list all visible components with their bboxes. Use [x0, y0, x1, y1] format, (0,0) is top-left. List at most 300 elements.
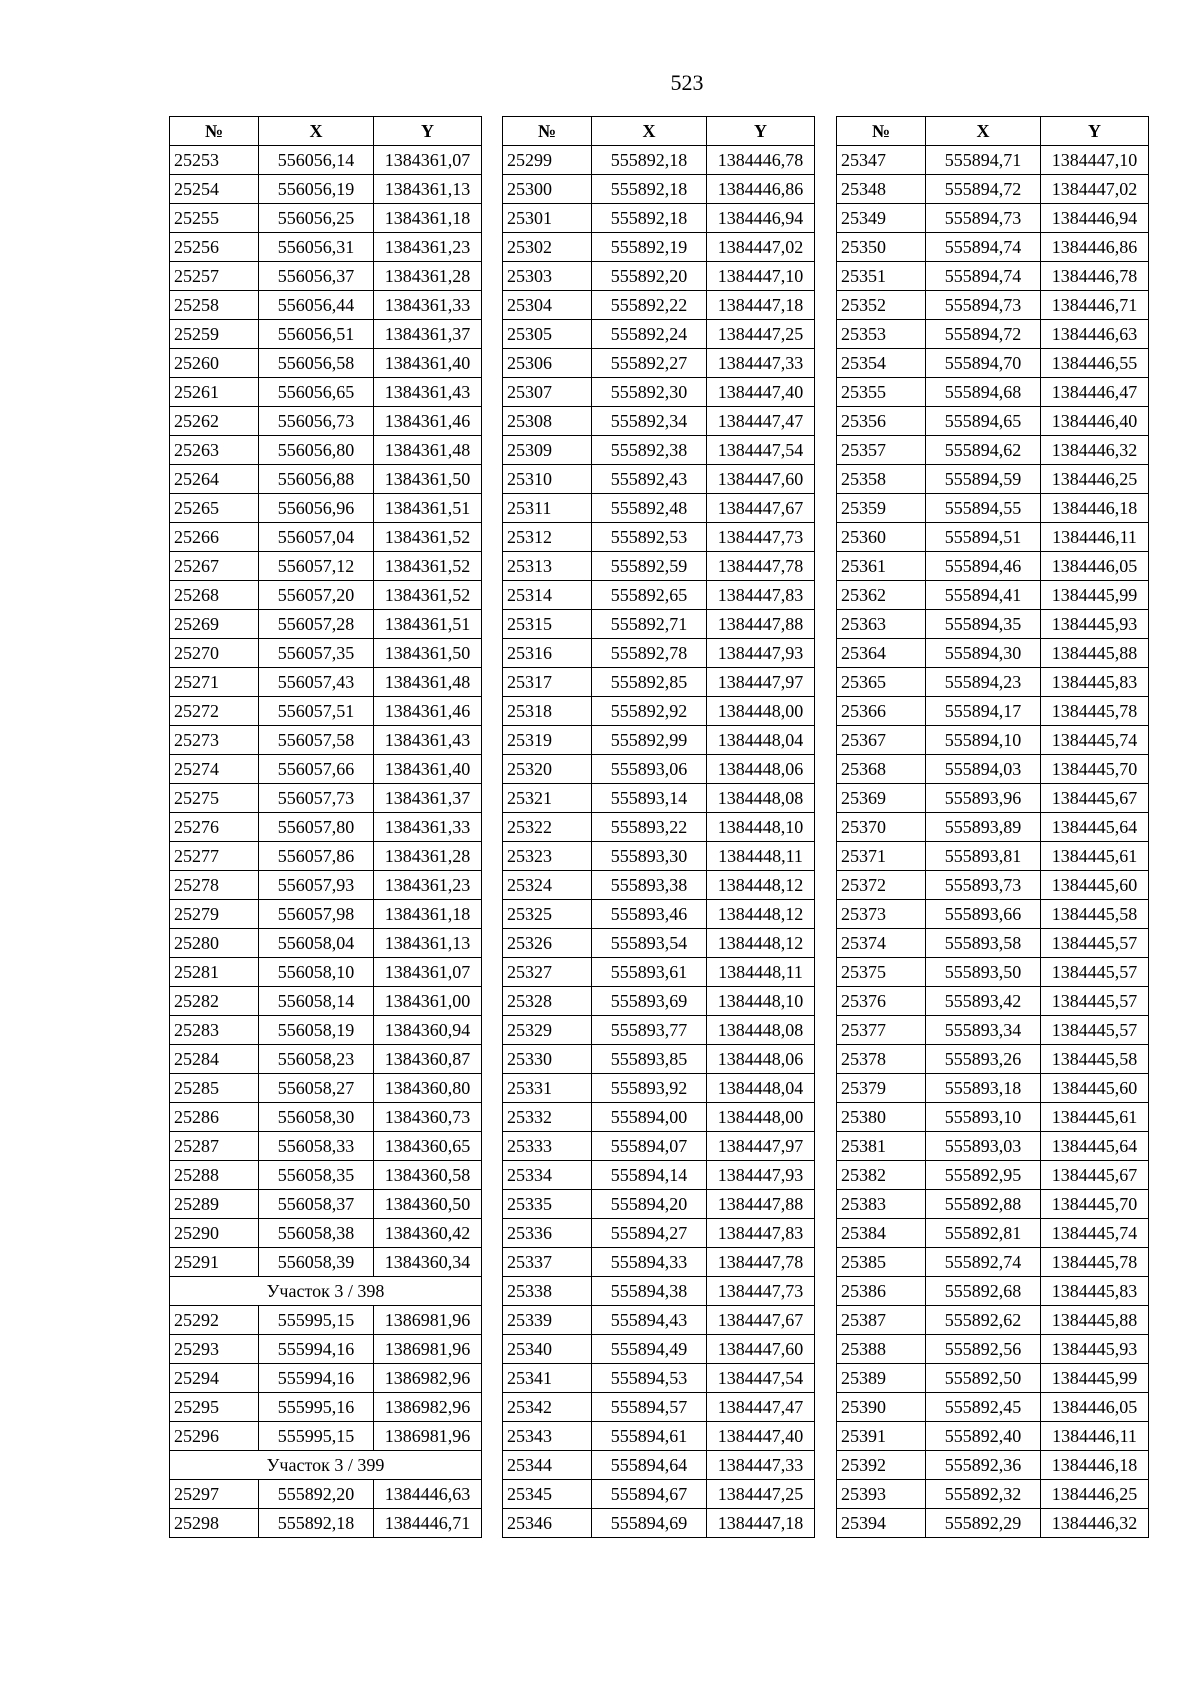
point-number: 25331: [503, 1074, 592, 1103]
y-coordinate: 1384360,80: [374, 1074, 482, 1103]
point-number: 25311: [503, 494, 592, 523]
y-coordinate: 1384448,06: [707, 755, 815, 784]
point-number: 25389: [837, 1364, 926, 1393]
table-row: [837, 784, 1149, 813]
x-coordinate: 556056,51: [259, 320, 374, 349]
coordinates-table-2: [502, 116, 815, 1538]
x-coordinate: 556058,38: [259, 1219, 374, 1248]
y-coordinate: 1384447,54: [707, 436, 815, 465]
header-num: №: [170, 117, 259, 146]
point-number: 25268: [170, 581, 259, 610]
y-coordinate: 1384447,97: [707, 668, 815, 697]
table-row: [837, 1451, 1149, 1480]
table-row: [837, 1335, 1149, 1364]
y-coordinate: 1384446,63: [374, 1480, 482, 1509]
point-number: 25332: [503, 1103, 592, 1132]
table-row: [503, 958, 815, 987]
x-coordinate: 555893,06: [592, 755, 707, 784]
y-coordinate: 1384445,83: [1041, 668, 1149, 697]
x-coordinate: 555892,50: [926, 1364, 1041, 1393]
x-coordinate: 555892,38: [592, 436, 707, 465]
y-coordinate: 1384445,64: [1041, 813, 1149, 842]
point-number: 25308: [503, 407, 592, 436]
point-number: 25260: [170, 349, 259, 378]
point-number: 25347: [837, 146, 926, 175]
y-coordinate: 1384445,64: [1041, 1132, 1149, 1161]
point-number: 25378: [837, 1045, 926, 1074]
y-coordinate: 1384447,02: [707, 233, 815, 262]
point-number: 25377: [837, 1016, 926, 1045]
table-row: [170, 1248, 482, 1277]
table-row: [170, 1103, 482, 1132]
point-number: 25261: [170, 378, 259, 407]
y-coordinate: 1384448,04: [707, 1074, 815, 1103]
x-coordinate: 555893,46: [592, 900, 707, 929]
y-coordinate: 1384360,58: [374, 1161, 482, 1190]
y-coordinate: 1386982,96: [374, 1364, 482, 1393]
x-coordinate: 556058,23: [259, 1045, 374, 1074]
point-number: 25301: [503, 204, 592, 233]
point-number: 25357: [837, 436, 926, 465]
point-number: 25338: [503, 1277, 592, 1306]
y-coordinate: 1384447,40: [707, 1422, 815, 1451]
x-coordinate: 555893,10: [926, 1103, 1041, 1132]
table-row: [503, 465, 815, 494]
x-coordinate: 555893,22: [592, 813, 707, 842]
y-coordinate: 1384445,58: [1041, 1045, 1149, 1074]
table-row: [170, 987, 482, 1016]
table-row: [170, 668, 482, 697]
x-coordinate: 555894,03: [926, 755, 1041, 784]
table-row: [503, 1074, 815, 1103]
point-number: 25313: [503, 552, 592, 581]
point-number: 25302: [503, 233, 592, 262]
y-coordinate: 1384447,02: [1041, 175, 1149, 204]
point-number: 25286: [170, 1103, 259, 1132]
table-row: [170, 581, 482, 610]
table-row: [503, 987, 815, 1016]
y-coordinate: 1384361,43: [374, 378, 482, 407]
y-coordinate: 1384446,18: [1041, 494, 1149, 523]
y-coordinate: 1384361,18: [374, 204, 482, 233]
table-row: [503, 1335, 815, 1364]
y-coordinate: 1384445,57: [1041, 987, 1149, 1016]
table-row: [837, 436, 1149, 465]
table-row: [837, 1045, 1149, 1074]
point-number: 25346: [503, 1509, 592, 1538]
point-number: 25259: [170, 320, 259, 349]
x-coordinate: 555893,61: [592, 958, 707, 987]
x-coordinate: 555894,51: [926, 523, 1041, 552]
x-coordinate: 555894,33: [592, 1248, 707, 1277]
x-coordinate: 555893,73: [926, 871, 1041, 900]
table-row: [170, 697, 482, 726]
x-coordinate: 555892,34: [592, 407, 707, 436]
point-number: 25269: [170, 610, 259, 639]
y-coordinate: 1384446,71: [1041, 291, 1149, 320]
y-coordinate: 1384361,46: [374, 407, 482, 436]
point-number: 25386: [837, 1277, 926, 1306]
x-coordinate: 555892,32: [926, 1480, 1041, 1509]
table-row: [170, 1480, 482, 1509]
x-coordinate: 556056,65: [259, 378, 374, 407]
point-number: 25354: [837, 349, 926, 378]
point-number: 25283: [170, 1016, 259, 1045]
page-number: 523: [670, 70, 704, 95]
x-coordinate: 555893,69: [592, 987, 707, 1016]
x-coordinate: 555892,65: [592, 581, 707, 610]
point-number: 25366: [837, 697, 926, 726]
x-coordinate: 555893,50: [926, 958, 1041, 987]
y-coordinate: 1384446,05: [1041, 1393, 1149, 1422]
x-coordinate: 556056,14: [259, 146, 374, 175]
point-number: 25281: [170, 958, 259, 987]
y-coordinate: 1384445,88: [1041, 639, 1149, 668]
y-coordinate: 1384448,00: [707, 1103, 815, 1132]
y-coordinate: 1384445,70: [1041, 755, 1149, 784]
point-number: 25288: [170, 1161, 259, 1190]
x-coordinate: 555892,78: [592, 639, 707, 668]
y-coordinate: 1384447,18: [707, 291, 815, 320]
point-number: 25393: [837, 1480, 926, 1509]
table-row: [837, 813, 1149, 842]
x-coordinate: 555892,56: [926, 1335, 1041, 1364]
table-row: [503, 1451, 815, 1480]
y-coordinate: 1384446,25: [1041, 465, 1149, 494]
point-number: 25290: [170, 1219, 259, 1248]
point-number: 25263: [170, 436, 259, 465]
table-row: [503, 349, 815, 378]
point-number: 25309: [503, 436, 592, 465]
x-coordinate: 555892,48: [592, 494, 707, 523]
y-coordinate: 1384446,32: [1041, 1509, 1149, 1538]
x-coordinate: 555892,81: [926, 1219, 1041, 1248]
table-row: [837, 1219, 1149, 1248]
y-coordinate: 1384360,34: [374, 1248, 482, 1277]
table-row: [503, 436, 815, 465]
x-coordinate: 555894,41: [926, 581, 1041, 610]
table-row: [170, 494, 482, 523]
table-row: [503, 494, 815, 523]
point-number: 25297: [170, 1480, 259, 1509]
table-row: [503, 900, 815, 929]
point-number: 25300: [503, 175, 592, 204]
x-coordinate: 555893,26: [926, 1045, 1041, 1074]
table-row: [837, 1132, 1149, 1161]
point-number: 25361: [837, 552, 926, 581]
y-coordinate: 1384448,10: [707, 813, 815, 842]
table-row: [837, 581, 1149, 610]
table-row: [837, 929, 1149, 958]
y-coordinate: 1384446,86: [1041, 233, 1149, 262]
point-number: 25312: [503, 523, 592, 552]
table-row: [170, 175, 482, 204]
x-coordinate: 555894,62: [926, 436, 1041, 465]
x-coordinate: 555894,46: [926, 552, 1041, 581]
x-coordinate: 556056,25: [259, 204, 374, 233]
point-number: 25390: [837, 1393, 926, 1422]
point-number: 25285: [170, 1074, 259, 1103]
point-number: 25358: [837, 465, 926, 494]
x-coordinate: 555894,27: [592, 1219, 707, 1248]
point-number: 25305: [503, 320, 592, 349]
x-coordinate: 556057,86: [259, 842, 374, 871]
y-coordinate: 1384361,28: [374, 842, 482, 871]
x-coordinate: 555894,38: [592, 1277, 707, 1306]
x-coordinate: 556057,66: [259, 755, 374, 784]
x-coordinate: 555893,85: [592, 1045, 707, 1074]
table-row: [837, 552, 1149, 581]
x-coordinate: 556057,98: [259, 900, 374, 929]
table-row: [837, 1190, 1149, 1219]
x-coordinate: 555892,36: [926, 1451, 1041, 1480]
point-number: 25375: [837, 958, 926, 987]
y-coordinate: 1384361,46: [374, 697, 482, 726]
x-coordinate: 555893,81: [926, 842, 1041, 871]
point-number: 25277: [170, 842, 259, 871]
table-row: [837, 465, 1149, 494]
x-coordinate: 555894,57: [592, 1393, 707, 1422]
table-row: [837, 871, 1149, 900]
y-coordinate: 1384446,11: [1041, 1422, 1149, 1451]
x-coordinate: 556057,93: [259, 871, 374, 900]
table-row: [170, 1132, 482, 1161]
x-coordinate: 555892,24: [592, 320, 707, 349]
y-coordinate: 1384361,00: [374, 987, 482, 1016]
y-coordinate: 1384447,78: [707, 552, 815, 581]
x-coordinate: 556057,04: [259, 523, 374, 552]
x-coordinate: 555893,58: [926, 929, 1041, 958]
x-coordinate: 555894,61: [592, 1422, 707, 1451]
point-number: 25359: [837, 494, 926, 523]
x-coordinate: 555894,10: [926, 726, 1041, 755]
x-coordinate: 555894,67: [592, 1480, 707, 1509]
x-coordinate: 555892,45: [926, 1393, 1041, 1422]
y-coordinate: 1384445,74: [1041, 1219, 1149, 1248]
point-number: 25350: [837, 233, 926, 262]
y-coordinate: 1384361,40: [374, 755, 482, 784]
coordinates-table-1: [169, 116, 482, 1538]
x-coordinate: 555893,38: [592, 871, 707, 900]
point-number: 25321: [503, 784, 592, 813]
y-coordinate: 1384446,86: [707, 175, 815, 204]
table-row: [170, 900, 482, 929]
x-coordinate: 555892,20: [592, 262, 707, 291]
point-number: 25316: [503, 639, 592, 668]
y-coordinate: 1384447,67: [707, 494, 815, 523]
y-coordinate: 1384361,07: [374, 958, 482, 987]
point-number: 25294: [170, 1364, 259, 1393]
point-number: 25298: [170, 1509, 259, 1538]
point-number: 25267: [170, 552, 259, 581]
y-coordinate: 1384445,93: [1041, 1335, 1149, 1364]
point-number: 25287: [170, 1132, 259, 1161]
y-coordinate: 1384445,99: [1041, 581, 1149, 610]
y-coordinate: 1384447,25: [707, 1480, 815, 1509]
y-coordinate: 1384360,65: [374, 1132, 482, 1161]
x-coordinate: 556057,43: [259, 668, 374, 697]
table-row: [170, 1306, 482, 1335]
x-coordinate: 555893,18: [926, 1074, 1041, 1103]
y-coordinate: 1384448,08: [707, 1016, 815, 1045]
y-coordinate: 1384446,94: [707, 204, 815, 233]
point-number: 25270: [170, 639, 259, 668]
y-coordinate: 1384447,93: [707, 1161, 815, 1190]
y-coordinate: 1384447,10: [707, 262, 815, 291]
point-number: 25330: [503, 1045, 592, 1074]
point-number: 25344: [503, 1451, 592, 1480]
x-coordinate: 555894,74: [926, 233, 1041, 262]
y-coordinate: 1384446,78: [707, 146, 815, 175]
point-number: 25355: [837, 378, 926, 407]
x-coordinate: 555894,74: [926, 262, 1041, 291]
y-coordinate: 1386982,96: [374, 1393, 482, 1422]
x-coordinate: 555894,07: [592, 1132, 707, 1161]
x-coordinate: 556058,19: [259, 1016, 374, 1045]
x-coordinate: 556057,35: [259, 639, 374, 668]
y-coordinate: 1384446,32: [1041, 436, 1149, 465]
y-coordinate: 1384448,08: [707, 784, 815, 813]
point-number: 25266: [170, 523, 259, 552]
table-row: [837, 233, 1149, 262]
point-number: 25339: [503, 1306, 592, 1335]
x-coordinate: 555893,54: [592, 929, 707, 958]
table-row: [837, 320, 1149, 349]
point-number: 25387: [837, 1306, 926, 1335]
x-coordinate: 555894,14: [592, 1161, 707, 1190]
point-number: 25391: [837, 1422, 926, 1451]
header-x: X: [592, 117, 707, 146]
header-x: X: [926, 117, 1041, 146]
point-number: 25280: [170, 929, 259, 958]
y-coordinate: 1384446,47: [1041, 378, 1149, 407]
point-number: 25376: [837, 987, 926, 1016]
table-row: [170, 378, 482, 407]
coordinates-table-3: [836, 116, 1149, 1538]
table-row: [503, 407, 815, 436]
point-number: 25343: [503, 1422, 592, 1451]
point-number: 25353: [837, 320, 926, 349]
y-coordinate: 1384445,67: [1041, 1161, 1149, 1190]
table-row: [837, 1509, 1149, 1538]
header-num: №: [837, 117, 926, 146]
table-row: [837, 842, 1149, 871]
x-coordinate: 555894,68: [926, 378, 1041, 407]
table-row: [503, 871, 815, 900]
x-coordinate: 555994,16: [259, 1364, 374, 1393]
point-number: 25373: [837, 900, 926, 929]
table-row: [503, 204, 815, 233]
x-coordinate: 556058,30: [259, 1103, 374, 1132]
table-row: [503, 755, 815, 784]
point-number: 25388: [837, 1335, 926, 1364]
point-number: 25394: [837, 1509, 926, 1538]
y-coordinate: 1386981,96: [374, 1306, 482, 1335]
y-coordinate: 1384447,60: [707, 465, 815, 494]
table-row: [170, 871, 482, 900]
x-coordinate: 556057,28: [259, 610, 374, 639]
point-number: 25385: [837, 1248, 926, 1277]
table-row: [170, 262, 482, 291]
x-coordinate: 555995,16: [259, 1393, 374, 1422]
x-coordinate: 556057,12: [259, 552, 374, 581]
table-row: [503, 1306, 815, 1335]
table-row: [170, 1016, 482, 1045]
x-coordinate: 555892,29: [926, 1509, 1041, 1538]
table-row: [503, 1132, 815, 1161]
y-coordinate: 1384445,57: [1041, 958, 1149, 987]
point-number: 25333: [503, 1132, 592, 1161]
point-number: 25336: [503, 1219, 592, 1248]
x-coordinate: 555892,88: [926, 1190, 1041, 1219]
x-coordinate: 555892,95: [926, 1161, 1041, 1190]
table-row: [170, 233, 482, 262]
point-number: 25328: [503, 987, 592, 1016]
y-coordinate: 1384447,47: [707, 407, 815, 436]
table-row: [837, 958, 1149, 987]
point-number: 25284: [170, 1045, 259, 1074]
table-row: [503, 1248, 815, 1277]
point-number: 25374: [837, 929, 926, 958]
table-row: [837, 1306, 1149, 1335]
table-row: [170, 204, 482, 233]
table-row: [170, 1219, 482, 1248]
table-row: [503, 378, 815, 407]
table-row: [837, 726, 1149, 755]
x-coordinate: 555893,66: [926, 900, 1041, 929]
point-number: 25329: [503, 1016, 592, 1045]
x-coordinate: 555892,92: [592, 697, 707, 726]
y-coordinate: 1384447,73: [707, 523, 815, 552]
table-row: [837, 1364, 1149, 1393]
table-row: [170, 958, 482, 987]
y-coordinate: 1384447,25: [707, 320, 815, 349]
y-coordinate: 1384361,48: [374, 436, 482, 465]
point-number: 25341: [503, 1364, 592, 1393]
header-y: Y: [707, 117, 815, 146]
section-title: Участок 3 / 398: [170, 1277, 482, 1306]
y-coordinate: 1384361,48: [374, 668, 482, 697]
table-row: [170, 465, 482, 494]
table-row: [503, 1422, 815, 1451]
table-row: [170, 639, 482, 668]
header-y: Y: [374, 117, 482, 146]
table-row: [837, 697, 1149, 726]
x-coordinate: 555894,69: [592, 1509, 707, 1538]
y-coordinate: 1384361,52: [374, 581, 482, 610]
table-row: [837, 1074, 1149, 1103]
table-row: [170, 291, 482, 320]
table-row: [837, 349, 1149, 378]
point-number: 25319: [503, 726, 592, 755]
point-number: 25279: [170, 900, 259, 929]
table-row: [170, 146, 482, 175]
x-coordinate: 555893,96: [926, 784, 1041, 813]
y-coordinate: 1384361,52: [374, 552, 482, 581]
table-row: [837, 1277, 1149, 1306]
table-row: [837, 523, 1149, 552]
point-number: 25345: [503, 1480, 592, 1509]
point-number: 25384: [837, 1219, 926, 1248]
y-coordinate: 1384447,47: [707, 1393, 815, 1422]
x-coordinate: 555894,17: [926, 697, 1041, 726]
table-row: [503, 581, 815, 610]
x-coordinate: 555894,55: [926, 494, 1041, 523]
y-coordinate: 1384445,58: [1041, 900, 1149, 929]
x-coordinate: 556058,37: [259, 1190, 374, 1219]
y-coordinate: 1384448,12: [707, 929, 815, 958]
x-coordinate: 555892,18: [592, 175, 707, 204]
